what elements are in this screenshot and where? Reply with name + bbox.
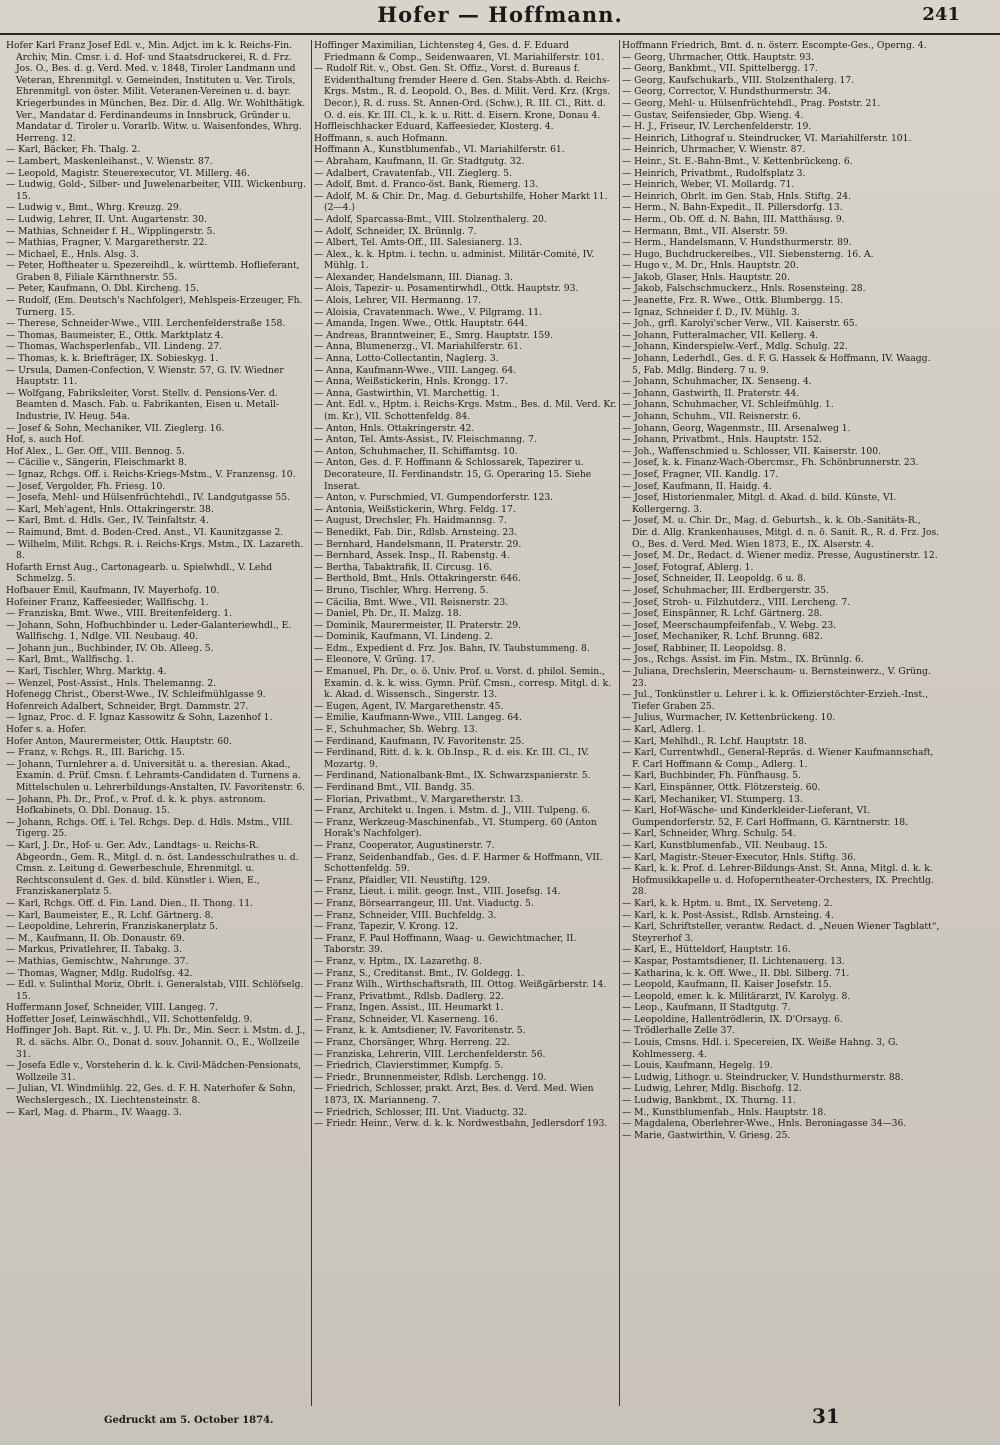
directory-entry: — Franz Wilh., Wirthschaftsrath, III. Ottog. Weißgärberstr. 14. (314, 979, 607, 991)
directory-entry: — Juliana, Drechslerin, Meerschaum- u. Bernsteinwerz., V. Grüng. 23. (622, 666, 931, 689)
page-title: Hofer — Hoffmann. (377, 2, 623, 27)
directory-entry: — Josef, Fragner, VII. Kandlg. 17. (622, 468, 779, 480)
directory-entry: Hofeiner Franz, Kaffeesieder, Wallfischg. 1. (6, 596, 209, 608)
directory-entry: — Alex., k. k. Hptm. i. techn. u. administ. Militär-Comité, IV. Mühlg. 1. (314, 248, 595, 272)
directory-entry: — Anton, Schuhmacher, II. Schiffamtsg. 10. (314, 445, 518, 457)
signature-mark: 31 (812, 1404, 840, 1428)
page-header (0, 0, 1000, 34)
directory-entry: — Thomas, Baumeister, E., Ottk. Marktplatz 4. (6, 329, 224, 341)
directory-entry: — Karl, Magistr.-Steuer-Executor, Hnls. Stiftg. 36. (622, 851, 857, 863)
directory-entry: — Bernhard, Assek. Insp., II. Rabenstg. 4. (314, 550, 510, 562)
directory-entry: Hoffinger Joh. Bapt. Rit. v., J. U. Ph. Dr., Min. Secr. i. Mstm. d. J., R. d. sächs. Albr. O., Donat d. souv. Johannit. O., E., Wollzeile 31. (6, 1025, 306, 1060)
directory-entry: — Josef, Schuhmacher, III. Erdbergerstr. 35. (622, 584, 829, 596)
directory-entry: — Leopold, Kaufmann, II. Kaiser Josefstr. 15. (622, 979, 832, 991)
directory-entry: — Magdalena, Oberlehrer-Wwe., Hnls. Beroniagasse 34—36. (622, 1118, 907, 1130)
directory-entry: — Anton, Hnls. Ottakringerstr. 42. (314, 422, 475, 434)
header-rule (0, 33, 1000, 35)
directory-entry: Hofenreich Adalbert, Schneider, Brgt. Dammstr. 27. (6, 700, 249, 712)
directory-entry: — Heinrich, Lithograf u. Steindrucker, VI. Mariahilferstr. 101. (622, 132, 912, 144)
directory-entry: — Ant. Edl. v., Hptm. i. Reichs-Krgs. Mstm., Bes. d. Mil. Verd. Kr. (m. Kr.), VII. Schottenfeldg. 84. (314, 399, 617, 422)
directory-entry: — Ludwig, Lithogr. u. Steindrucker, V. Hundsthurmerstr. 88. (622, 1071, 904, 1083)
directory-entry: — Karl, Mechaniker, VI. Stumperg. 13. (622, 793, 803, 805)
directory-entry: — Josef, Rabbiner, II. Leopoldsg. 8. (622, 642, 786, 654)
directory-entry: — Thomas, k. k. Briefträger, IX. Sobieskyg. 1. (6, 353, 219, 365)
directory-entry: — Bruno, Tischler, Whrg. Herreng. 5. (314, 584, 489, 596)
directory-entry: — Daniel, Ph. Dr., II. Malzg. 18. (314, 608, 462, 620)
directory-entry: — Leopoldine, Hallentrödlerin, IX. D'Orsayg. 6. (622, 1013, 843, 1025)
directory-entry: — Johann, Schuhm., VII. Reisnerstr. 6. (622, 411, 801, 422)
directory-entry: Hofer s. a. Hofer. (6, 724, 87, 736)
directory-entry: — Abraham, Kaufmann, II. Gr. Stadtgutg. 32. (314, 155, 525, 167)
directory-entry: — Anton, Ges. d. F. Hoffmann & Schlossarek, Tapezirer u. Decorateure, II. Ferdinandstr. 15, G. Operaring 15. Siehe Inserat. (314, 457, 592, 492)
directory-entry: — Johann, Gastwirth, II. Praterstr. 44. (622, 387, 800, 399)
directory-entry: — Ferdinand Bmt., VII. Bandg. 35. (314, 782, 475, 793)
directory-entry: — Hermann, Bmt., VII. Alserstr. 59. (622, 225, 788, 237)
directory-entry: Hofer Karl Franz Josef Edl. v., Min. Adjct. im k. k. Reichs-Fin. Archiv, Min. Cmsr. i. d. Hof- und Staatsdruckerei, R. d. Frz. Jos. O., Bes. d. g. Verd. Med. v. 1848, Tiroler Landmann und Veteran, Ehrenmitgl. v. Gemeinden, Instituten u. Ver. Tirols, Ehrenmitgl. von öster. Milit. Veteranen-Vereinen u. d. bayr. Kriegerbundes in München, Bez. Dir. d. Allg. Wr. Wohlthätigk. Ver., Mandatar d. Ferdinandeums in Innsbruck, Gründer u. Mandatar d. Tiroler u. Vorarlb. Witw. u. Waisenfondes, Whrg. Herreng. 12. (6, 40, 306, 144)
directory-entry: — Karl, k. k. Post-Assist., Rdlsb. Arnsteing. 4. (622, 909, 834, 921)
directory-entry: — Franz, Werkzeug-Maschinenfab., VI. Stumperg. 60 (Anton Horak's Nachfolger). (314, 816, 597, 840)
directory-entry: — Cäcilie v., Sängerin, Fleischmarkt 8. (6, 457, 187, 469)
directory-entry: — Albert, Tel. Amts-Off., III. Salesianerg. 13. (314, 237, 522, 249)
directory-entry: — Franz, v. Hptm., IX. Lazarethg. 8. (314, 955, 482, 967)
directory-entry: — Franz, Chorsänger, Whrg. Herreng. 22. (314, 1037, 510, 1049)
directory-entry: — Cäcilia, Bmt. Wwe., VII. Reisnerstr. 23. (314, 596, 509, 608)
directory-entry: Hofer Anton, Maurermeister, Ottk. Hauptstr. 60. (6, 735, 232, 747)
directory-entry: — Ursula, Damen-Confection, V. Wienstr. 57, G. IV. Wiedner Hauptstr. 11. (6, 364, 284, 388)
directory-entry: — Antonia, Weißstickerin, Whrg. Feldg. 17. (314, 503, 516, 515)
directory-entry: — Franz, v. Rchgs. R., III. Barichg. 15. (6, 747, 185, 759)
directory-entry: — Karl, E., Hütteldorf, Hauptstr. 16. (622, 944, 791, 956)
directory-entry: — Johann, Georg, Wagenmstr., III. Arsenalweg 1. (622, 422, 851, 434)
directory-entry: — Franz, Pfaidler, VII. Neustiftg. 129. (314, 874, 491, 886)
directory-entry: Hoffleischhacker Eduard, Kaffeesieder, Klosterg. 4. (314, 121, 554, 133)
column-2 (314, 40, 618, 1410)
directory-entry: — Karl, Schneider, Whrg. Schulg. 54. (622, 828, 796, 840)
directory-entry: Hoffmann Friedrich, Bmt. d. n. österr. Escompte-Ges., Operng. 4. (622, 40, 927, 51)
directory-entry: — Edl. v. Sulinthal Moriz, Obrlt. i. Generalstab, VIII. Schlöfselg. 15. (6, 979, 304, 1002)
directory-entry: — Rudolf Rit. v., Obst. Gen. St. Offiz., Vorst. d. Bureaus f. Evidenthaltung fremder Heere d. Gen. Stabs-Abth. d. Reichs-Krgs. Mstm., R. d. Leopold. O., Bes. d. Milit. Verd. Krz. (Krgs. Decor.), R. d. russ. St. Annen-Ord. (Schw.), R. III. Cl., Ritt. d. O. d. eis. Kr. III. Cl., k. k. u. Ritt. d. Eisern. Krone, Donau 4. (314, 63, 611, 121)
directory-entry: — Karl, Baumeister, E., R. Lchf. Gärtnerg. 8. (6, 909, 214, 921)
directory-entry: — Franz, Tapezir, V. Krong. 12. (314, 921, 459, 933)
directory-entry: — Franz, Cooperator, Augustinerstr. 7. (314, 839, 495, 851)
directory-entry: — Joh., Waffenschmied u. Schlosser, VII. Kaiserstr. 100. (622, 445, 881, 457)
directory-entry: — Ludwig v., Bmt., Whrg. Kreuzg. 29. (6, 202, 182, 214)
directory-entry: — Anna, Lotto-Collectantin, Naglerg. 3. (314, 353, 499, 365)
directory-entry: — Josef, Schneider, II. Leopoldg. 6 u. 8. (622, 573, 806, 585)
directory-entry: — Johann, Sohn, Hofbuchbinder u. Leder-Galanteriewhdl., E. Wallfischg. 1, Ndlge. VII. Neubaug. 40. (6, 619, 292, 643)
directory-entry: — Hugo, Buchdruckereibes., VII. Siebensterng. 16. A. (622, 248, 874, 260)
directory-entry: — Thomas, Wachsperlenfab., VII. Lindeng. 27. (6, 341, 223, 353)
directory-entry: — Ludwig, Lehrer, Mdlg. Bischofg. 12. (622, 1083, 802, 1095)
directory-entry: Hoffmann A., Kunstblumenfab., VI. Mariahilferstr. 61. (314, 144, 565, 156)
directory-entry: — Alexander, Handelsmann, III. Dianag. 3. (314, 271, 513, 283)
directory-entry: — Adalbert, Cravatenfab., VII. Zieglerg. 5. (314, 167, 513, 179)
directory-entry: — Ferdinand, Kaufmann, IV. Favoritenstr. 25. (314, 735, 525, 747)
directory-entry: — Karl, Tischler, Whrg. Marktg. 4. (6, 666, 167, 678)
directory-entry: — Josef, Einspänner, R. Lchf. Gärtnerg. 28. (622, 608, 823, 620)
directory-entry: Hoffinger Maximilian, Lichtensteg 4, Ges. d. F. Eduard Friedmann & Comp., Seidenwaaren, VI. Mariahilferstr. 101. (314, 40, 605, 63)
directory-entry: — Georg, Corrector, V. Hundsthurmerstr. 34. (622, 86, 831, 98)
directory-entry: — Franz, Börsearrangeur, III. Unt. Viaductg. 5. (314, 897, 534, 909)
directory-entry: — Mathias, Fragner, V. Margaretherstr. 22. (6, 237, 208, 249)
directory-entry: — Karl, Hof-Wäsche- und Kinderkleider-Lieferant, VI. Gumpendorferstr. 52, F. Carl Hoffmann, G. Kärntnerstr. 18. (622, 805, 909, 828)
directory-entry: — Karl, Adlerg. 1. (622, 724, 706, 736)
directory-entry: — Jeanette, Frz. R. Wwe., Ottk. Blumbergg. 15. (622, 295, 844, 307)
directory-entry: — Michael, E., Hnls. Alsg. 3. (6, 248, 139, 260)
directory-entry: — Mathias, Gemischtw., Nahrunge. 37. (6, 955, 189, 967)
directory-entry: Hoffermann Josef, Schneider, VIII. Langeg. 7. (6, 1002, 218, 1014)
directory-entry: — Karl, Currentwhdl., General-Repräs. d. Wiener Kaufmannschaft, F. Carl Hoffmann & Comp., Adlerg. 1. (622, 747, 934, 770)
directory-entry: — Amanda, Ingen. Wwe., Ottk. Hauptstr. 644. (314, 318, 528, 330)
directory-entry: — Johann, Schuhmacher, IX. Senseng. 4. (622, 376, 812, 388)
directory-entry: — Leopoldine, Lehrerin, Franziskanerplatz 5. (6, 921, 218, 933)
directory-entry: — Lambert, Maskenleihanst., V. Wienstr. 87. (6, 155, 213, 167)
directory-entry: — Ignaz, Proc. d. F. Ignaz Kassowitz & Sohn, Lazenhof 1. (6, 712, 273, 724)
directory-entry: — Josef, Kaufmann, II. Haidg. 4. (622, 480, 772, 492)
directory-entry: — Georg, Uhrmacher, Ottk. Hauptstr. 93. (622, 51, 815, 63)
directory-entry: — Herm., Handelsmann, V. Hundsthurmerstr. 89. (622, 237, 852, 249)
directory-entry: — Friedr., Brunnenmeister, Rdlsb. Lerchengg. 10. (314, 1071, 547, 1083)
directory-entry: — Josef, M. u. Chir. Dr., Mag. d. Geburtsh., k. k. Ob.-Sanitäts-R., Dir. d. Allg. Krankenhauses, Mitgl. d. n. ö. Sanit. R., R. d. Frz. Jos. O., Bes. d. Verd. Med. Wien 1873, E., IX. Alserstr. 4. (622, 515, 940, 550)
directory-entry: — Karl, k. k. Prof. d. Lehrer-Bildungs-Anst. St. Anna, Mitgl. d. k. k. Hofmusikkapelle u. d. Hofoperntheater-Orchesters, IX. Prechtlg. 28. (622, 863, 934, 898)
directory-entry: — Georg, Kaufschukarb., VIII. Stolzenthalerg. 17. (622, 74, 855, 86)
directory-entry: — Bertha, Tabaktrafik, II. Circusg. 16. (314, 561, 493, 573)
directory-entry: — Julian, VI. Windmühlg. 22, Ges. d. F. H. Naterhofer & Sohn, Wechslergesch., IX. Liechtensteinstr. 8. (6, 1083, 296, 1107)
column-3 (622, 40, 940, 1410)
directory-entry: — Josef, M. Dr., Redact. d. Wiener mediz. Presse, Augustinerstr. 12. (622, 550, 938, 562)
directory-entry: — Adolf, Bmt. d. Franco-öst. Bank, Riemerg. 13. (314, 179, 539, 191)
directory-entry: — Joh., grfl. Karolyi'scher Verw., VII. Kaiserstr. 65. (622, 318, 858, 330)
directory-entry: — H. J., Friseur, IV. Lerchenfelderstr. 19. (622, 121, 812, 133)
directory-entry: — Herm., N. Bahn-Expedit., II. Pillersdorfg. 13. (622, 202, 843, 214)
directory-entry: — Adolf, M. & Chir. Dr., Mag. d. Geburtshilfe, Hoher Markt 11. (2—4.) (314, 190, 608, 214)
directory-entry: — Friedrich, Schlosser, III. Unt. Viaductg. 32. (314, 1106, 528, 1118)
directory-entry: — Karl, Buchbinder, Fh. Fünfhausg. 5. (622, 770, 801, 782)
directory-entry: — Markus, Privatlehrer, II. Tabakg. 3. (6, 944, 183, 956)
directory-entry: — Franz, Schneider, VI. Kaserneng. 16. (314, 1013, 498, 1025)
directory-entry: — Peter, Hoftheater u. Spezereihdl., k. württemb. Hoflieferant, Graben 8, Filiale Kärnthnerstr. 55. (6, 260, 300, 283)
directory-entry: — Herm., Ob. Off. d. N. Bahn, III. Matthäusg. 9. (622, 213, 845, 225)
directory-entry: — Emanuel, Ph. Dr., o. ö. Univ. Prof. u. Vorst. d. philol. Semin., Examin. d. k. k. wiss. Gymn. Prüf. Cmsn., corresp. Mitgl. d. k. k. Akad. d. Wissensch., Singerstr. 13. (314, 666, 612, 701)
directory-entry: — Franz, Architekt u. Ingen. i. Mstm. d. J., VIII. Tulpeng. 6. (314, 805, 591, 817)
directory-entry: — Heinrich, Privatbmt., Rudolfsplatz 3. (622, 167, 806, 179)
directory-entry: — Adolf, Schneider, IX. Brünnlg. 7. (314, 225, 477, 237)
directory-entry: — Leopold, Magistr. Steuerexecutor, VI. Millerg. 46. (6, 167, 250, 179)
directory-entry: Hoffetter Josef, Leinwäschhdl., VII. Schottenfeldg. 9. (6, 1013, 253, 1025)
directory-entry: — Karl, Bmt. d. Hdls. Ger., IV. Teinfaltstr. 4. (6, 515, 209, 527)
directory-entry: — Therese, Schneider-Wwe., VIII. Lerchenfelderstraße 158. (6, 318, 286, 330)
directory-entry: — Karl, Kunstblumenfab., VII. Neubaug. 15. (622, 839, 828, 851)
directory-entry: — Josef, Fotograf, Ablerg. 1. (622, 561, 754, 573)
directory-entry: — Franz, Schneider, VIII. Buchfeldg. 3. (314, 909, 497, 921)
directory-entry: — Karl, Mehlhdl., R. Lchf. Hauptstr. 18. (622, 735, 807, 747)
directory-entry: — Eleonore, V. Grüng. 17. (314, 654, 435, 666)
directory-entry: Hofarth Ernst Aug., Cartonagearb. u. Spielwhdl., V. Lehd Schmelzg. 5. (6, 561, 273, 585)
directory-entry: — Julius, Wurmacher, IV. Kettenbrückeng. 10. (622, 712, 836, 724)
directory-entry: — Anton, v. Purschmied, VI. Gumpendorferstr. 123. (314, 492, 554, 504)
page-number: 241 (922, 4, 960, 25)
directory-entry: — Georg, Bankbmt., VII. Spittelbergg. 17. (622, 63, 818, 75)
directory-entry: — Josef, Meerschaumpfeifenfab., V. Webg. 23. (622, 619, 837, 631)
directory-entry: — Johann jun., Buchbinder, IV. Ob. Alleeg. 5. (6, 642, 214, 654)
directory-entry: — Peter, Kaufmann, O. Dbl. Kircheng. 15. (6, 283, 199, 295)
directory-entry: — F., Schuhmacher, Sb. Webrg. 13. (314, 724, 478, 736)
directory-entry: — Josef, Historienmaler, Mitgl. d. Akad. d. bild. Künste, VI. Kollergerng. 3. (622, 492, 897, 515)
directory-entry: Hof, s. auch Hof. (6, 434, 84, 446)
directory-entry: — Josef, k. k. Finanz-Wach-Obercmsr., Fh. Schönbrunnerstr. 23. (622, 457, 919, 469)
directory-entry: — M., Kunstblumenfab., Hnls. Hauptstr. 18. (622, 1106, 827, 1118)
directory-entry: — Jul., Tonkünstler u. Lehrer i. k. k. Offizierstöchter-Erzieh.-Inst., Tiefer Graben 25. (622, 689, 928, 712)
directory-entry: — Franz, Privatbmt., Rdlsb. Dadlerg. 22. (314, 990, 504, 1002)
directory-entry: — Benedikt, Fab. Dir., Rdlsb. Arnsteing. 23. (314, 526, 518, 538)
directory-entry: — Eugen, Agent, IV. Margarethenstr. 45. (314, 700, 504, 712)
directory-entry: — Mathias, Schneider f. H., Wipplingerstr. 5. (6, 225, 216, 237)
directory-entry: — Florian, Privatbmt., V. Margaretherstr. 13. (314, 793, 524, 805)
directory-entry: — Karl, Meh'agent, Hnls. Ottakringerstr. 38. (6, 503, 214, 515)
directory-entry: — Franziska, Bmt. Wwe., VIII. Breitenfelderg. 1. (6, 608, 233, 620)
directory-entry: — Ferdinand, Nationalbank-Bmt., IX. Schwarzspanierstr. 5. (314, 770, 591, 782)
directory-entry: Hoffmann, s. auch Hofmann. (314, 132, 448, 144)
directory-entry: — Josefa, Mehl- und Hülsenfrüchtehdl., IV. Landgutgasse 55. (6, 492, 291, 504)
directory-entry: — Heinr., St. E.-Bahn-Bmt., V. Kettenbrückeng. 6. (622, 155, 853, 167)
directory-entry: — Rudolf, (Em. Deutsch's Nachfolger), Mehlspeis-Erzeuger, Fh. Turnerg. 15. (6, 295, 303, 318)
directory-entry: — Karl, Bmt., Wallfischg. 1. (6, 654, 134, 666)
directory-entry: — Gustav, Seifensieder, Gbp. Wieng. 4. (622, 109, 804, 121)
directory-entry: — Wolfgang, Fabriksleiter, Vorst. Stellv. d. Pensions-Ver. d. Beamten d. Masch. Fab. u. Fabrikanten, Eisen u. Metall-Industrie, IV. Heug. 54a. (6, 387, 279, 422)
directory-entry: — Franz, F. Paul Hoffmann, Waag- u. Gewichtmacher, II. Taborstr. 39. (314, 932, 577, 956)
directory-entry: — Johann, Turnlehrer a. d. Universität u. a. theresian. Akad., Examin. d. Prüf. Cmsn. f. Lehramts-Candidaten d. Turnens a. Mittelschulen u. Lehrerbildungs-Anstalten, IV. Favoritenstr. 6. (6, 758, 306, 793)
directory-entry: — Josef & Sohn, Mechaniker, VII. Zieglerg. 16. (6, 422, 225, 434)
directory-entry: — Dominik, Kaufmann, VI. Lindeng. 2. (314, 631, 494, 643)
directory-entry: — Alois, Lehrer, VII. Hermanng. 17. (314, 295, 482, 307)
directory-entry: — Josef, Stroh- u. Filzhutderz., VIII. Lercheng. 7. (622, 596, 851, 608)
directory-entry: — Anna, Weißstickerin, Hnls. Krongg. 17. (314, 376, 509, 388)
directory-entry: — Ignaz, Schneider f. D., IV. Mühlg. 3. (622, 306, 800, 318)
directory-entry: — Andreas, Branntweiner, E., Smrg. Hauptstr. 159. (314, 329, 554, 341)
directory-entry: — Marie, Gastwirthin, V. Griesg. 25. (622, 1129, 791, 1141)
column-1 (6, 40, 310, 1410)
directory-entry: — Kaspar, Postamtsdiener, II. Lichtenauerg. 13. (622, 955, 845, 967)
directory-entry: — Ferdinand, Ritt. d. k. k. Ob.Insp., R. d. eis. Kr. III. Cl., IV. Mozartg. 9. (314, 747, 590, 770)
directory-entry: — Franz, Ingen. Assist., III. Heumarkt 1. (314, 1002, 504, 1014)
directory-entry: Hof Alex., L. Ger. Off., VIII. Bennog. 5. (6, 445, 185, 457)
directory-entry: — Heinrich, Weber, VI. Mollardg. 71. (622, 179, 795, 191)
directory-entry: — Adolf, Sparcassa-Bmt., VIII. Stolzenthalerg. 20. (314, 213, 547, 225)
directory-entry: — Anna, Kaufmann-Wwe., VIII. Langeg. 64. (314, 364, 517, 376)
column-divider (311, 40, 312, 1406)
directory-entry: — Josef, Mechaniker, R. Lchf. Brunng. 682. (622, 631, 823, 643)
directory-entry: — August, Drechsler, Fh. Haidmannsg. 7. (314, 515, 507, 527)
directory-entry: — Wilhelm, Milit. Rchgs. R. i. Reichs-Krgs. Mstm., IX. Lazareth. 8. (6, 538, 304, 562)
directory-entry: — Anna, Gastwirthin, VI. Marchettig. 1. (314, 387, 500, 399)
directory-entry: — Karl, Bäcker, Fh. Thalg. 2. (6, 144, 141, 156)
print-date-note: Gedruckt am 5. October 1874. (104, 1415, 274, 1426)
directory-entry: — Ludwig, Gold-, Silber- und Juwelenarbeiter, VIII. Wickenburg. 15. (6, 179, 307, 202)
directory-entry: — Thomas, Wagner, Mdlg. Rudolfsg. 42. (6, 967, 193, 979)
column-divider (619, 40, 620, 1406)
directory-entry: — Louis, Cmsns. Hdl. i. Specereien, IX. Weiße Hahng. 3, G. Kohlmesserg. 4. (622, 1037, 898, 1060)
directory-entry: — Aloisia, Cravatenmach. Wwe., V. Pilgramg. 11. (314, 306, 543, 318)
directory-entry: — Johann, Kinderspielw.-Verf., Mdlg. Schulg. 22. (622, 341, 848, 353)
directory-entry: — Josef, Vergolder, Fh. Friesg. 10. (6, 480, 166, 492)
directory-entry: — Ludwig, Bankbmt., IX. Thurng. 11. (622, 1095, 796, 1107)
directory-entry: — Anna, Blumenerzg., VI. Mariahilferstr. 61. (314, 341, 522, 353)
directory-entry: — Johann, Lederhdl., Ges. d. F. G. Hassek & Hoffmann, IV. Waagg. 5, Fab. Mdlg. Binderg. 7 u. 9. (622, 353, 931, 376)
directory-entry: — Johann, Schuhmacher, VI. Schleifmühlg. 1. (622, 399, 834, 411)
directory-entry: — Hugo v., M. Dr., Hnls. Hauptstr. 20. (622, 260, 799, 272)
directory-entry: — Ludwig, Lehrer, II. Unt. Augartenstr. 30. (6, 213, 207, 225)
directory-entry: — Louis, Kaufmann, Hegelg. 19. (622, 1060, 773, 1072)
directory-entry: — Dominik, Maurermeister, II. Praterstr. 29. (314, 619, 522, 631)
directory-entry: — Franz, Seidenbandfab., Ges. d. F. Harmer & Hoffmann, VII. Schottenfeldg. 59. (314, 851, 603, 875)
directory-entry: — Karl, k. k. Hptm. u. Bmt., IX. Serveteng. 2. (622, 897, 833, 909)
directory-entry: — Trödlerhalle Zelle 37. (622, 1025, 736, 1037)
directory-entry: — Franz, k. k. Amtsdiener, IV. Favoritenstr. 5. (314, 1025, 526, 1037)
directory-entry: — Franz, Lieut. i. milit. geogr. Inst., VIII. Josefsg. 14. (314, 886, 561, 898)
directory-entry: — Karl, Schriftsteller, verantw. Redact. d. „Neuen Wiener Tagblatt“, Steyrerhof 3. (622, 921, 940, 944)
directory-entry: — Jos., Rchgs. Assist. im Fin. Mstm., IX. Brünnlg. 6. (622, 654, 864, 666)
directory-entry: — M., Kaufmann, II. Ob. Donaustr. 69. (6, 932, 185, 944)
directory-entry: — Raimund, Bmt. d. Boden-Cred. Anst., VI. Kaunitzgasse 2. (6, 526, 284, 538)
directory-entry: — Johann, Ph. Dr., Prof., v. Prof. d. k. k. phys. astronom. Hofkabinets, O. Dbl. Donaug. 15. (6, 793, 266, 817)
directory-entry: — Jakob, Glaser, Hnls. Hauptstr. 20. (622, 271, 790, 283)
directory-entry: — Berthold, Bmt., Hnls. Ottakringerstr. 646. (314, 573, 521, 585)
directory-entry: — Franz, S., Creditanst. Bmt., IV. Goldegg. 1. (314, 967, 525, 979)
directory-entry: — Friedr. Heinr., Verw. d. k. k. Nordwestbahn, Jedlersdorf 193. (314, 1118, 608, 1130)
directory-entry: Hofenegg Christ., Oberst-Wwe., IV. Schleifmühlgasse 9. (6, 689, 266, 701)
directory-entry: — Emilie, Kaufmann-Wwe., VIII. Langeg. 64. (314, 712, 522, 724)
directory-entry: — Franziska, Lehrerin, VIII. Lerchenfelderstr. 56. (314, 1048, 546, 1060)
directory-entry: — Heinrich, Uhrmacher, V. Wienstr. 87. (622, 144, 806, 156)
directory-entry: — Katharina, k. k. Off. Wwe., II. Dbl. Silberg. 71. (622, 967, 850, 979)
directory-entry: — Leopold, emer. k. k. Militärarzt, IV. Karolyg. 8. (622, 990, 851, 1002)
directory-entry: — Jakob, Falschschmuckerz., Hnls. Rosensteing. 28. (622, 283, 866, 295)
directory-entry: — Johann, Futteralmacher, VII. Kellerg. 4. (622, 329, 819, 341)
directory-entry: — Johann, Privatbmt., Hnls. Hauptstr. 152. (622, 434, 822, 446)
directory-entry: — Karl, J. Dr., Hof- u. Ger. Adv., Landtags- u. Reichs-R. Abgeordn., Gem. R., Mitgl. d. n. öst. Landesschulrathes u. d. Cmsn. z. Leitung d. Gewerbeschule, Ehrenmitgl. u. Rechtsconsulent d. Ges. d. bild. Künstler i. Wien, E., Franziskanerplatz 5. (6, 839, 299, 898)
directory-entry: — Josefa Edle v., Vorsteherin d. k. k. Civil-Mädchen-Pensionats, Wollzeile 31. (6, 1060, 302, 1083)
directory-entry: — Ignaz, Rchgs. Off. i. Reichs-Kriegs-Mstm., V. Franzensg. 10. (6, 468, 296, 480)
directory-entry: — Leop., Kaufmann, II Stadtgutg. 7. (622, 1002, 791, 1014)
directory-entry: — Karl, Rchgs. Off. d. Fin. Land. Dien., II. Thong. 11. (6, 897, 253, 909)
directory-entry: — Wenzel, Post-Assist., Hnls. Thelemanng. 2. (6, 677, 217, 689)
directory-entry: — Heinrich, Obrlt. im Gen. Stab, Hnls. Stiftg. 24. (622, 190, 851, 202)
directory-entry: — Friedrich, Clavierstimmer, Kumpfg. 5. (314, 1060, 504, 1072)
directory-entry: — Karl, Einspänner, Ottk. Flötzersteig. 60. (622, 782, 821, 793)
directory-entry: — Johann, Rchgs. Off. i. Tel. Rchgs. Dep. d. Hdls. Mstm., VIII. Tigerg. 25. (6, 816, 293, 840)
directory-entry: — Friedrich, Schlosser, prakt. Arzt, Bes. d. Verd. Med. Wien 1873, IX. Marianneng. 7. (314, 1083, 594, 1107)
directory-entry: — Anton, Tel. Amts-Assist., IV. Fleischmanng. 7. (314, 434, 537, 446)
directory-entry: — Alois, Tapezir- u. Posamentirwhdl., Ottk. Hauptstr. 93. (314, 283, 579, 295)
directory-entry: — Bernhard, Handelsmann, II. Praterstr. 29. (314, 538, 522, 550)
directory-entry: — Edm., Expedient d. Frz. Jos. Bahn, IV. Taubstummeng. 8. (314, 642, 590, 654)
directory-entry: Hofbauer Emil, Kaufmann, IV. Mayerhofg. 10. (6, 584, 220, 596)
directory-entry: — Georg, Mehl- u. Hülsenfrüchtehdl., Prag. Poststr. 21. (622, 97, 881, 109)
directory-entry: — Karl, Mag. d. Pharm., IV. Waagg. 3. (6, 1106, 182, 1118)
